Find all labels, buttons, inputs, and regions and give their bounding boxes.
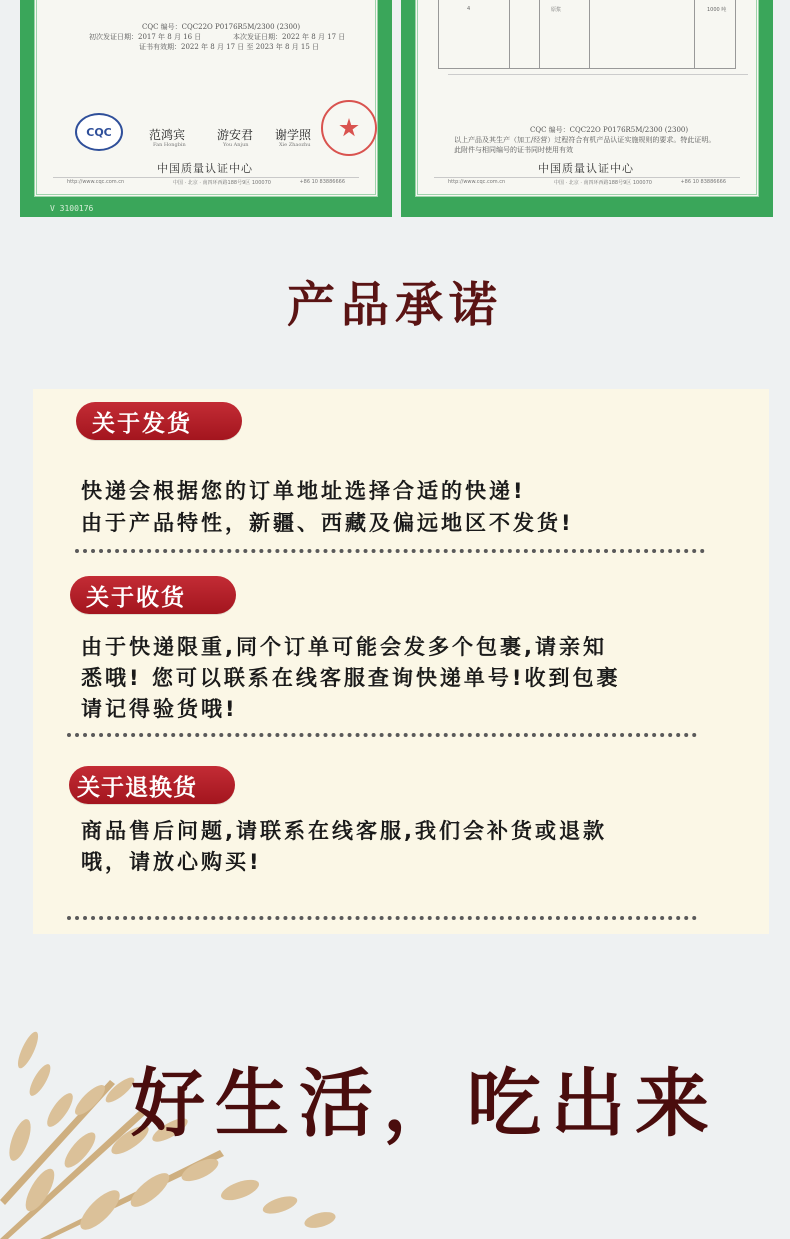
signature-3-roman: Xie Zhaozhu bbox=[279, 142, 311, 148]
divider-dots bbox=[75, 549, 705, 553]
returns-line-2: 哦，请放心购买! bbox=[81, 850, 262, 874]
shipping-line-1: 快递会根据您的订单地址选择合适的快递! bbox=[81, 479, 526, 503]
promise-panel bbox=[33, 389, 769, 934]
certificate-image-right bbox=[401, 0, 773, 217]
badge-receiving: 关于收货 bbox=[70, 576, 236, 614]
cert-validity: 证书有效期：2022 年 8 月 17 日 至 2023 年 8 月 15 日 bbox=[139, 43, 320, 51]
signature-2-roman: You Anjun bbox=[223, 142, 249, 148]
certificate-annex-paper bbox=[415, 0, 759, 197]
cert-serial: V 3100176 bbox=[50, 204, 94, 213]
receiving-line-3: 请记得验货哦! bbox=[81, 697, 238, 721]
red-seal-icon bbox=[321, 100, 377, 156]
cert-footer-url: http://www.cqc.com.cn bbox=[67, 179, 125, 185]
certificate-paper bbox=[34, 0, 378, 197]
annex-row-no: 4 bbox=[467, 6, 471, 12]
cert-footer-tel: +86 10 83886666 bbox=[299, 179, 345, 185]
cert-org-name: 中国质量认证中心 bbox=[157, 162, 253, 175]
slogan: 好生活，吃出来 bbox=[131, 1061, 719, 1147]
annex-footer-tel: +86 10 83886666 bbox=[680, 179, 726, 185]
annex-footer-address: 中国 · 北京 · 南四环西路188号9区 100070 bbox=[554, 180, 652, 186]
cert-issue-current: 本次发证日期：2022 年 8 月 17 日 bbox=[233, 33, 346, 41]
receiving-line-1: 由于快递限重,同个订单可能会发多个包裹,请亲知 bbox=[81, 635, 607, 659]
cert-cqc-number: CQC 编号：CQC22O P0176R5M/2300 (2300) bbox=[142, 23, 301, 31]
badge-returns: 关于退换货 bbox=[69, 766, 235, 804]
annex-footer-url: http://www.cqc.com.cn bbox=[448, 179, 506, 185]
annex-row-unit: 原浆 bbox=[551, 7, 562, 13]
signature-3: 谢学照 bbox=[275, 128, 312, 142]
cert-issue-first: 初次发证日期：2017 年 8 月 16 日 bbox=[89, 33, 202, 41]
badge-shipping: 关于发货 bbox=[76, 402, 242, 440]
cert-footer bbox=[53, 177, 359, 186]
annex-org-name: 中国质量认证中心 bbox=[538, 162, 634, 175]
annex-footer bbox=[434, 177, 740, 186]
annex-row-qty: 1000 吨 bbox=[707, 7, 727, 13]
returns-line-1: 商品售后问题,请联系在线客服,我们会补货或退款 bbox=[81, 819, 607, 843]
signature-2: 游安君 bbox=[217, 128, 254, 142]
receiving-line-2: 悉哦! 您可以联系在线客服查询快递单号!收到包裹 bbox=[81, 666, 621, 690]
annex-note-1: 以上产品及其生产（加工/经营）过程符合有机产品认证实施规则的要求。特此证明。 bbox=[454, 136, 716, 144]
section-title: 产品承诺 bbox=[286, 277, 503, 333]
signature-1: 范鸿宾 bbox=[149, 128, 186, 142]
annex-table bbox=[438, 0, 736, 69]
divider-dots bbox=[67, 916, 697, 920]
annex-cqc-number: CQC 编号：CQC22O P0176R5M/2300 (2300) bbox=[530, 126, 689, 134]
divider-dots bbox=[67, 733, 697, 737]
annex-note-2: 此附件与相同编号的证书同时使用有效 bbox=[454, 146, 573, 154]
signature-1-roman: Fan Hongbin bbox=[153, 142, 186, 148]
cert-footer-address: 中国 · 北京 · 南四环西路188号9区 100070 bbox=[173, 180, 271, 186]
shipping-line-2: 由于产品特性，新疆、西藏及偏远地区不发货! bbox=[81, 511, 574, 535]
certificate-image-left bbox=[20, 0, 392, 217]
cqc-logo-icon: CQC bbox=[75, 113, 123, 151]
